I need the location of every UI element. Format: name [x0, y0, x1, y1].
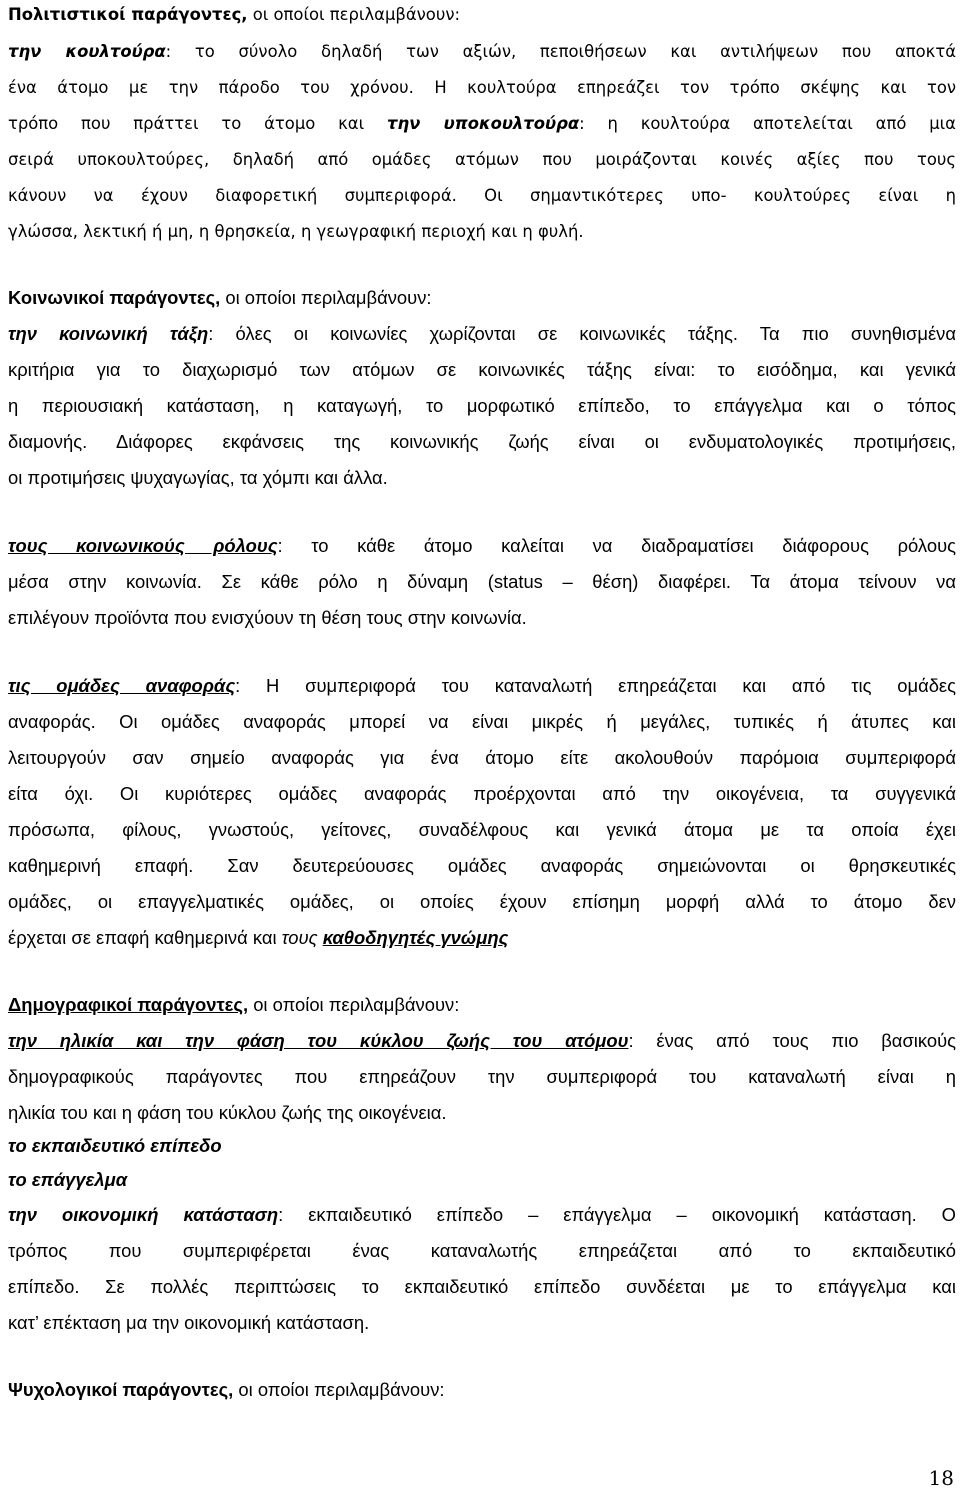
paragraph-line: δημογραφικούς παράγοντες που επηρεάζουν την συμπεριφορά του καταναλωτή είναι η — [8, 1066, 956, 1087]
paragraph-line: είτα όχι. Οι κυριότερες ομάδες αναφοράς προέρχονται από την οικογένεια, τα συγγενικά — [8, 783, 956, 804]
paragraph-line: τρόπος που συμπεριφέρεται ένας καταναλωτής επηρεάζεται από το εκπαιδευτικό — [8, 1240, 956, 1261]
term-subculture: την υποκουλτούρα — [387, 114, 580, 133]
line-text: : εκπαιδευτικό επίπεδο – επάγγελμα – οικονομική κατάσταση. Ο — [278, 1204, 956, 1225]
paragraph-line — [8, 534, 956, 558]
heading-rest: οι οποίοι περιλαμβάνουν: — [233, 1379, 445, 1400]
paragraph-line: η περιουσιακή κατάσταση, η καταγωγή, το μορφωτικό επίπεδο, το επάγγελμα και ο τόπος — [8, 395, 956, 416]
paragraph-line: διαμονής. Διάφορες εκφάνσεις της κοινωνικής ζωής είναι οι ενδυματολογικές προτιμήσεις, — [8, 431, 956, 452]
list-item-education: το εκπαιδευτικό επίπεδο — [8, 1135, 222, 1156]
cultural-factors-heading: Πολιτιστικοί παράγοντες, — [8, 5, 248, 24]
line-text: : όλες οι κοινωνίες χωρίζονται σε κοινωνικές τάξης. Τα πιο συνηθισμένα — [208, 323, 956, 344]
psychological-factors-heading: Ψυχολογικοί παράγοντες, — [8, 1379, 234, 1400]
paragraph-line: καθημερινή επαφή. Σαν δευτερεύουσες ομάδες αναφοράς σημειώνονται οι θρησκευτικές — [8, 855, 956, 876]
line-text-italic: τους — [281, 927, 323, 948]
social-factors-heading-line — [8, 286, 432, 310]
paragraph-line — [8, 674, 956, 698]
paragraph-line: κατ’ επέκταση μα την οικονομική κατάσταση. — [8, 1312, 370, 1333]
term-reference-groups: τις ομάδες αναφοράς — [8, 675, 236, 696]
paragraph-line: αναφοράς. Οι ομάδες αναφοράς μπορεί να είναι μικρές ή μεγάλες, τυπικές ή άτυπες και — [8, 711, 956, 732]
paragraph-line — [8, 40, 956, 64]
paragraph-line — [8, 1203, 956, 1227]
psychological-factors-heading-line — [8, 1378, 445, 1402]
paragraph-line — [8, 1029, 956, 1053]
term-age-life-cycle: την ηλικία και την φάση του κύκλου ζωής του ατόμου — [8, 1030, 629, 1051]
paragraph-line — [8, 926, 508, 950]
demographic-factors-heading: Δημογραφικοί παράγοντες, — [8, 994, 249, 1015]
line-text: : Η συμπεριφορά του καταναλωτή επηρεάζεται και από τις ομάδες — [235, 675, 956, 696]
paragraph-line: επιλέγουν προϊόντα που ενισχύουν τη θέση τους στην κοινωνία. — [8, 607, 527, 628]
paragraph-line: οι προτιμήσεις ψυχαγωγίας, τα χόμπι και άλλα. — [8, 467, 388, 488]
term-culture: την κουλτούρα — [8, 42, 166, 61]
paragraph-line: σειρά υποκουλτούρες, δηλαδή από ομάδες ατόμων που μοιράζονται κοινές αξίες που τους — [8, 150, 956, 169]
paragraph-line — [8, 112, 956, 136]
line-text: τρόπο που πράττει το άτομο και — [8, 114, 388, 133]
line-text: έρχεται σε επαφή καθημερινά και — [8, 927, 282, 948]
paragraph-line — [8, 322, 956, 346]
paragraph-line: επίπεδο. Σε πολλές περιπτώσεις το εκπαιδευτικό επίπεδο συνδέεται με το επάγγελμα και — [8, 1276, 956, 1297]
term-opinion-leaders: καθοδηγητές γνώμης — [322, 927, 509, 948]
line-text: : ένας από τους πιο βασικούς — [628, 1030, 956, 1051]
line-text: : το κάθε άτομο καλείται να διαδραματίσει διάφορους ρόλους — [277, 535, 956, 556]
paragraph-line: ομάδες, οι επαγγελματικές ομάδες, οι οποίες έχουν επίσημη μορφή αλλά το άτομο δεν — [8, 891, 956, 912]
paragraph-line: ηλικία του και η φάση του κύκλου ζωής της οικογένεια. — [8, 1102, 447, 1123]
cultural-factors-heading-line — [8, 3, 460, 27]
term-social-class: την κοινωνική τάξη — [8, 323, 209, 344]
term-social-roles: τους κοινωνικούς ρόλους — [8, 535, 278, 556]
demographic-factors-heading-line — [8, 993, 459, 1017]
paragraph-line: ένα άτομο με την πάροδο του χρόνου. Η κουλτούρα επηρεάζει τον τρόπο σκέψης και τον — [8, 78, 956, 97]
line-text: : η κουλτούρα αποτελείται από μια — [579, 114, 956, 133]
term-economic-status: την οικονομική κατάσταση — [8, 1204, 279, 1225]
paragraph-line: κριτήρια για το διαχωρισμό των ατόμων σε κοινωνικές τάξης είναι: το εισόδημα, και γενικά — [8, 359, 956, 380]
paragraph-line: γλώσσα, λεκτική ή μη, η θρησκεία, η γεωγραφική περιοχή και η φυλή. — [8, 222, 584, 241]
paragraph-line: μέσα στην κοινωνία. Σε κάθε ρόλο η δύναμη (status – θέση) διαφέρει. Τα άτομα τείνουν να — [8, 571, 956, 592]
heading-rest: οι οποίοι περιλαμβάνουν: — [248, 994, 460, 1015]
line-text: : το σύνολο δηλαδή των αξιών, πεποιθήσεων και αντιλήψεων που αποκτά — [165, 42, 956, 61]
paragraph-line: πρόσωπα, φίλους, γνωστούς, γείτονες, συναδέλφους και γενικά άτομα με τα οποία έχει — [8, 819, 956, 840]
paragraph-line: κάνουν να έχουν διαφορετική συμπεριφορά. Οι σημαντικότερες υπο- κουλτούρες είναι η — [8, 186, 956, 205]
paragraph-line: λειτουργούν σαν σημείο αναφοράς για ένα άτομο είτε ακολουθούν παρόμοια συμπεριφορά — [8, 747, 956, 768]
heading-rest: οι οποίοι περιλαμβάνουν: — [247, 5, 461, 24]
social-factors-heading: Κοινωνικοί παράγοντες, — [8, 287, 221, 308]
list-item-profession: το επάγγελμα — [8, 1169, 128, 1190]
heading-rest: οι οποίοι περιλαμβάνουν: — [220, 287, 432, 308]
page-number: 18 — [928, 1466, 954, 1490]
